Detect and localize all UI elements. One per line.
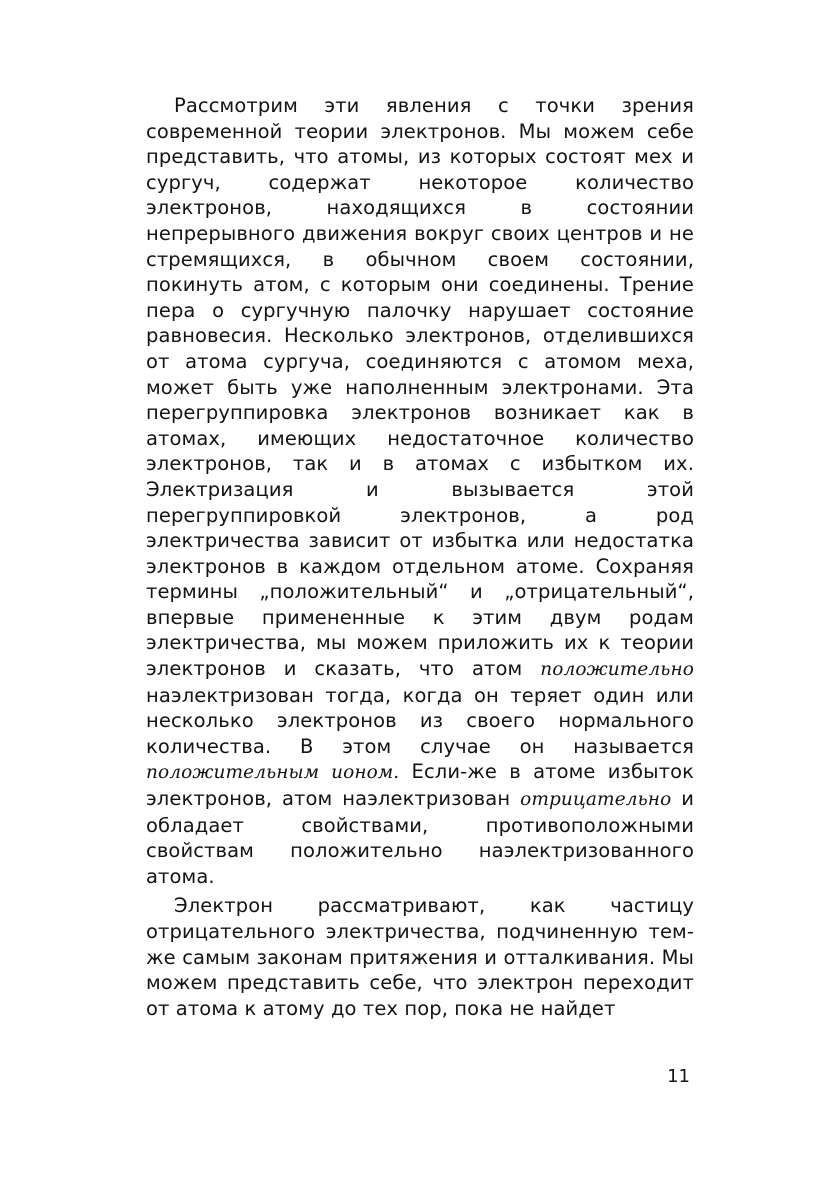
emphasis-positively: положительно xyxy=(540,659,694,681)
emphasis-positive-ion: положительным ионом. xyxy=(146,762,400,784)
paragraph-1-text-end: и обладает свойствами, противоположными свойствам положительно наэлектризованного атома. xyxy=(146,787,695,888)
paragraph-1 xyxy=(146,93,694,889)
page-number: 11 xyxy=(667,1066,690,1087)
paragraph-1-text: Рассмотрим эти явления с точки зрения современной теории электронов. Мы можем себе представить, что атомы, из которых состоят мех и сургуч, содержат некоторое количество электронов, находящихся в состоянии непрерывного движения вокруг своих центров и не стремящихся, в обычном своем состоянии, покинуть атом, с которым они соединены. Трение пера о сургучную палочку нарушает состояние равновесия. Несколько электронов, отделившихся от атома сургуча, соединяются с атомом меха, может быть уже наполненным электронами. Эта перегруппировка электронов возникает как в атомах, имеющих недостаточное количество электронов, так и в атомах с избытком их. Электризация и вызывается этой перегруппировкой электронов, а род электричества зависит от избытка или недостатка электронов в каждом отдельном атоме. Сохраняя термины „положительный“ и „отрицательный“, впервые примененные к этим двум родам электричества, мы можем приложить их к теории электронов и сказать, что атом xyxy=(146,94,694,681)
paragraph-2: Электрон рассматривают, как частицу отрицательного электричества, подчиненную тем-же самым законам притяжения и отталкивания. Мы можем представить себе, что электрон переходит от атома к атому до тех пор, пока не найдет xyxy=(146,894,694,1020)
body-text xyxy=(146,93,694,1021)
emphasis-negatively: отрицательно xyxy=(520,789,672,811)
paragraph-1-text-cont2: Если-же в атоме избыток электронов, атом наэлектризован xyxy=(146,760,694,811)
paragraph-1-text-cont: наэлектризован тогда, когда он теряет один или несколько электронов из своего нормального количества. В этом случае он называется xyxy=(146,683,694,758)
